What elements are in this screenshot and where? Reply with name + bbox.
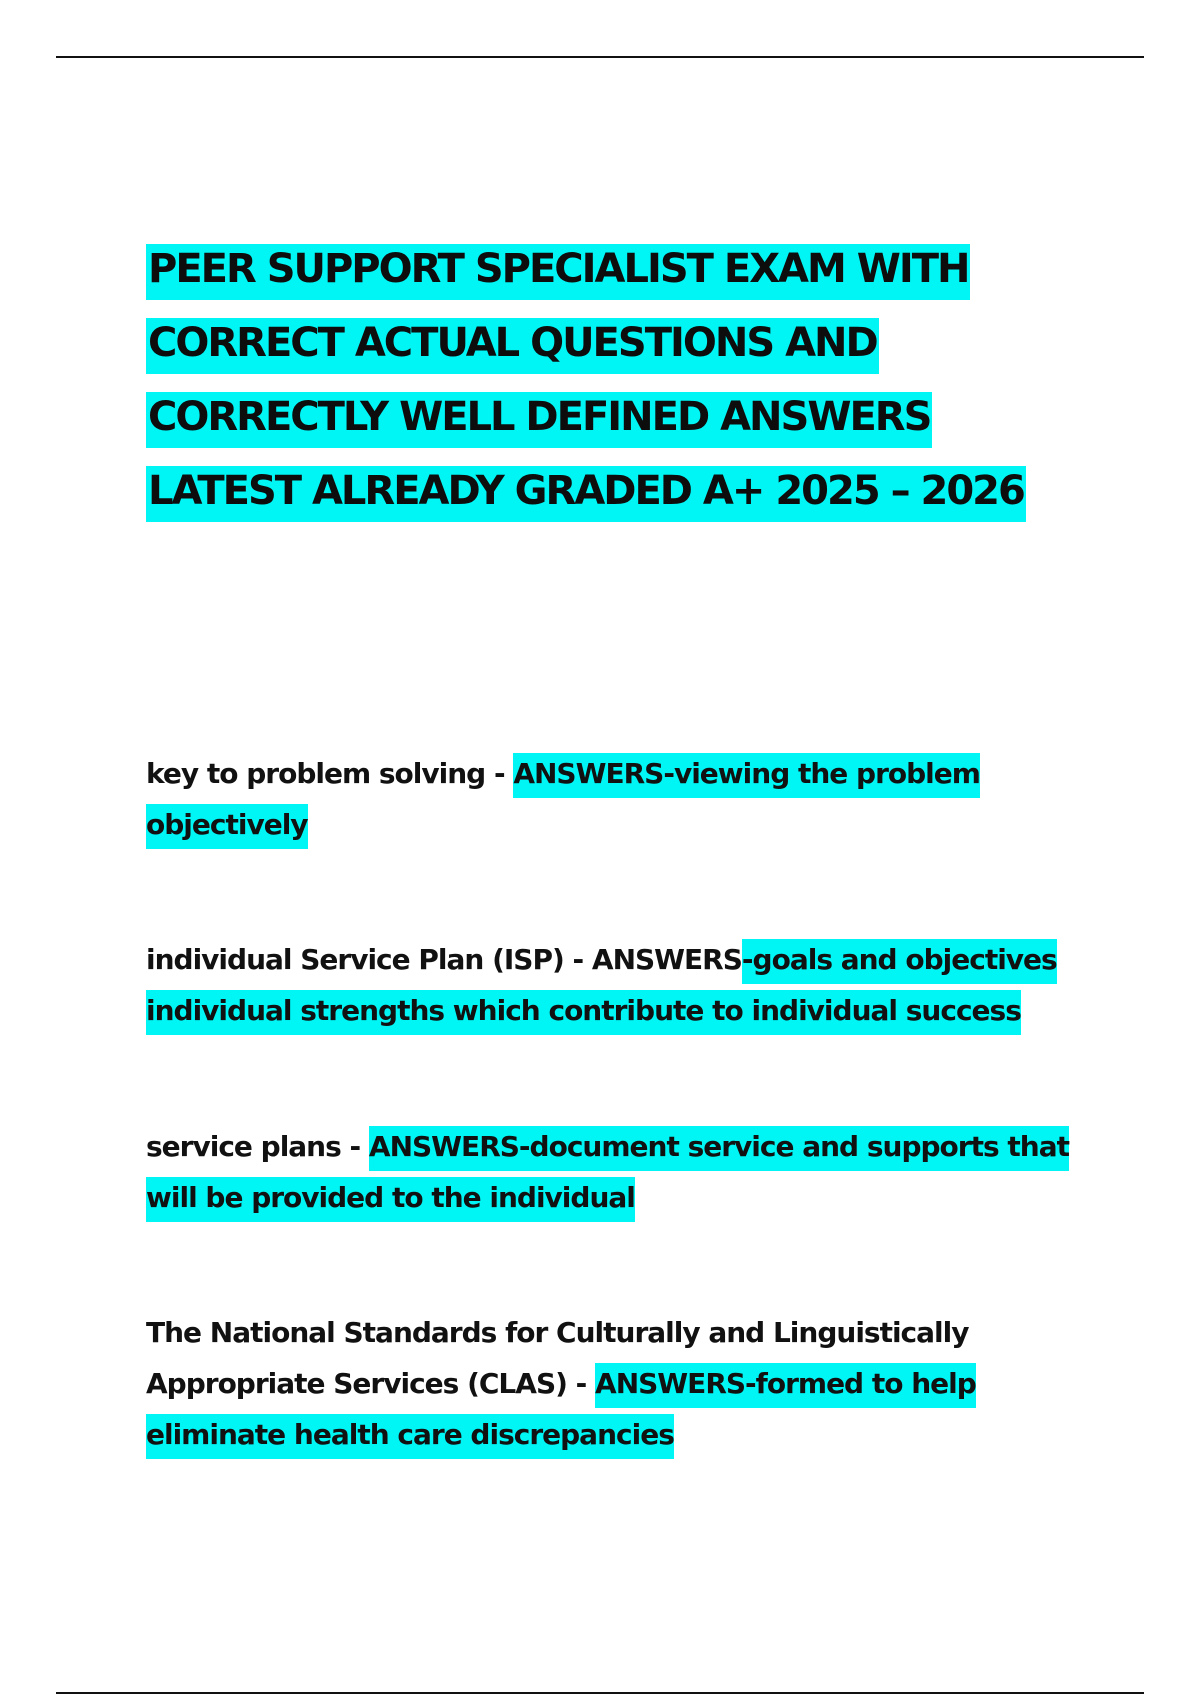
qa-term: The National Standards for Culturally and Linguistically Appropriate Services (CLAS) - <box>146 1316 969 1400</box>
qa-answer: ANSWERS-formed to help eliminate health care discrepancies <box>146 1363 976 1459</box>
qa-term: key to problem solving - <box>146 757 514 790</box>
qa-term: service plans - <box>146 1130 369 1163</box>
qa-term: individual Service Plan (ISP) - ANSWERS <box>146 943 742 976</box>
title-line: CORRECT ACTUAL QUESTIONS AND <box>146 318 879 374</box>
qa-item <box>146 1307 1076 1460</box>
qa-answer: ANSWERS-document service and supports that will be provided to the individual <box>146 1126 1069 1222</box>
qa-item <box>146 1121 1076 1223</box>
title-line: PEER SUPPORT SPECIALIST EXAM WITH <box>146 244 970 300</box>
top-rule <box>56 56 1144 58</box>
qa-item <box>146 934 1076 1036</box>
qa-answer: -goals and objectives individual strengths which contribute to individual success <box>146 939 1057 1035</box>
qa-item <box>146 748 1076 850</box>
bottom-rule <box>56 1692 1144 1694</box>
title-line: CORRECTLY WELL DEFINED ANSWERS <box>146 392 932 448</box>
qa-answer: ANSWERS-viewing the problem objectively <box>146 753 980 849</box>
title-line: LATEST ALREADY GRADED A+ 2025 – 2026 <box>146 466 1026 522</box>
document-title <box>146 232 1086 528</box>
